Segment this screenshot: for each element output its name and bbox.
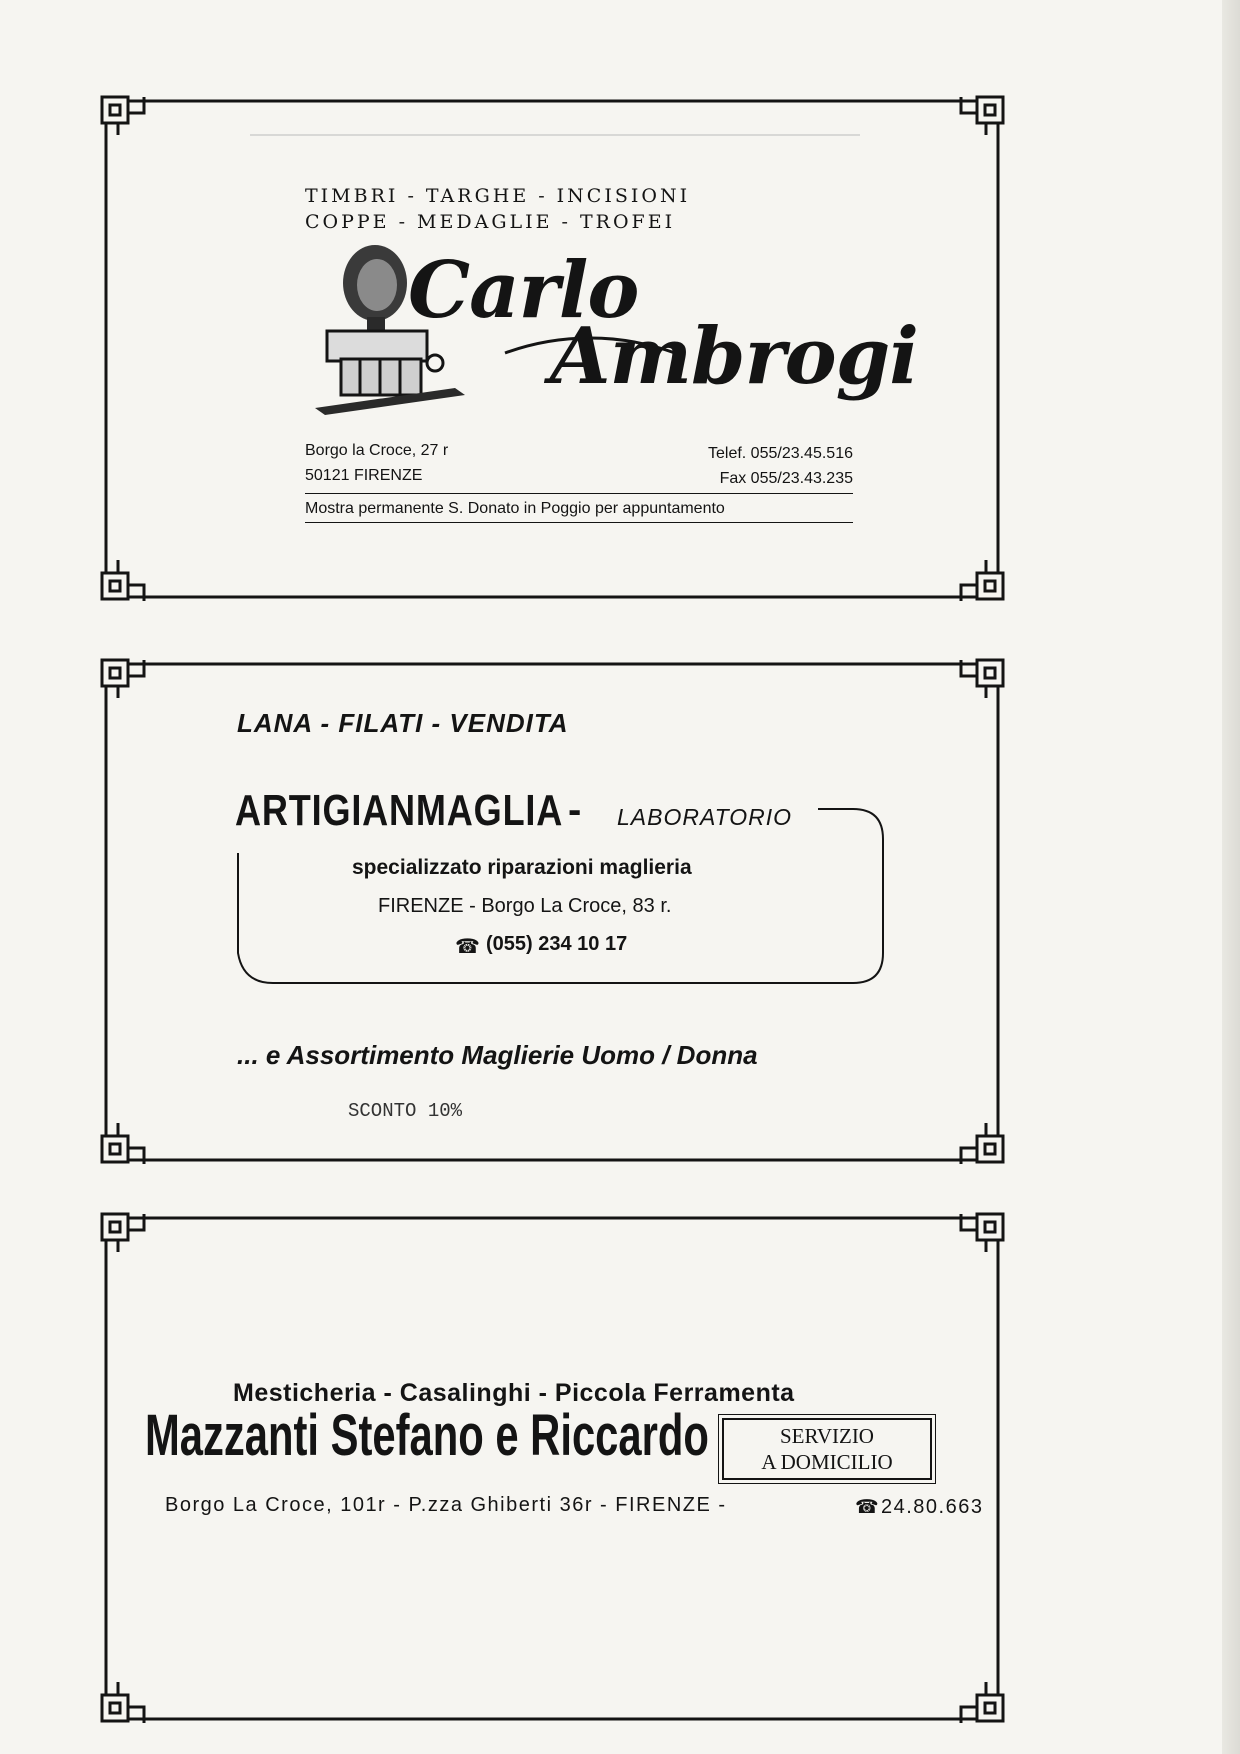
fax-number: Fax 055/23.43.235: [719, 470, 853, 487]
corner-ornament-bl: [102, 1682, 160, 1723]
service-line-2: A DOMICILIO: [761, 1450, 893, 1474]
corner-ornament-br: [945, 1682, 1003, 1723]
corner-ornament-tl: [102, 660, 160, 698]
telephone-icon: ☎: [855, 1497, 879, 1518]
corner-ornament-tr: [945, 1214, 1003, 1252]
assortment-line: ... e Assortimento Maglierie Uomo / Donna: [237, 1040, 758, 1070]
corner-ornament-tl: [102, 1214, 160, 1252]
address: Borgo la Croce, 27 r: [305, 442, 449, 459]
corner-ornament-br: [945, 1123, 1003, 1164]
tagline: Mesticheria - Casalinghi - Piccola Ferramenta: [233, 1379, 795, 1407]
page-edge: [1222, 0, 1240, 1754]
tagline: LANA - FILATI - VENDITA: [237, 708, 569, 738]
services-line-2: COPPE - MEDAGLIE - TROFEI: [305, 211, 676, 233]
city: 50121 FIRENZE: [305, 467, 423, 484]
phone-number: (055) 234 10 17: [486, 933, 628, 955]
ad-carlo-ambrogi: [100, 95, 1005, 605]
business-name: Mazzanti Stefano e Riccardo: [145, 1403, 709, 1468]
address: Borgo La Croce, 101r - P.zza Ghiberti 36r - FIRENZE -: [165, 1494, 727, 1516]
services-line-1: TIMBRI - TARGHE - INCISIONI: [305, 185, 691, 207]
corner-ornament-br: [945, 560, 1003, 601]
business-name: ARTIGIANMAGLIA: [235, 786, 564, 835]
corner-ornament-bl: [102, 1123, 160, 1164]
logo-last-name: Ambrogi: [550, 311, 918, 402]
ad-artigianmaglia: [100, 658, 1005, 1168]
phone-number: Telef. 055/23.45.516: [707, 445, 853, 462]
service-line-1: SERVIZIO: [780, 1424, 874, 1448]
name-dash: -: [568, 788, 582, 832]
showroom-note: Mostra permanente S. Donato in Poggio per appuntamento: [305, 500, 725, 517]
corner-ornament-tr: [945, 660, 1003, 698]
logo-flourish: [500, 323, 680, 363]
specialty: specializzato riparazioni maglieria: [352, 856, 692, 879]
discount: SCONTO 10%: [348, 1100, 463, 1122]
address: FIRENZE - Borgo La Croce, 83 r.: [378, 895, 672, 917]
ad-mazzanti: [100, 1212, 1005, 1727]
corner-ornament-tr: [945, 97, 1003, 135]
laboratory-label: LABORATORIO: [617, 804, 793, 830]
telephone-icon: ☎: [455, 936, 480, 958]
divider: [305, 522, 853, 523]
home-service-box: [722, 1418, 932, 1480]
divider: [305, 493, 853, 494]
corner-ornament-tl: [102, 97, 160, 135]
phone-number: 24.80.663: [881, 1496, 984, 1518]
corner-ornament-bl: [102, 560, 160, 601]
logo-first-name: Carlo: [408, 245, 639, 336]
